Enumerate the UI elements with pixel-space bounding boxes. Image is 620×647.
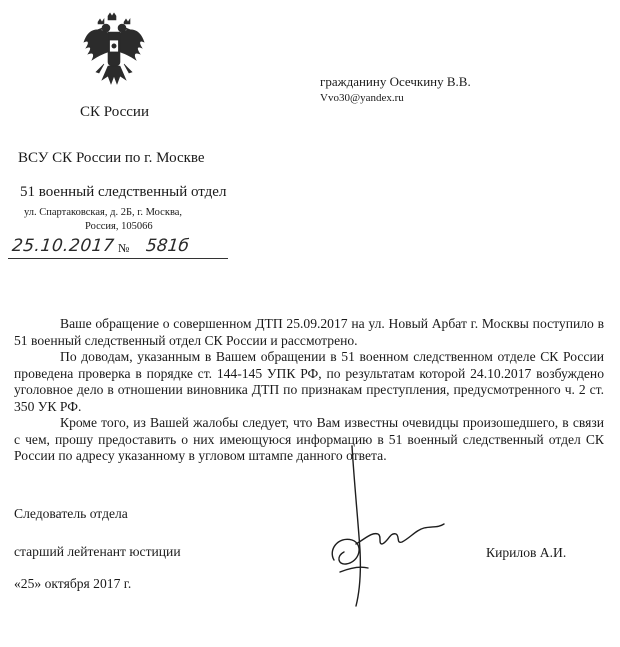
recipient-email: Vvo30@yandex.ru	[320, 92, 404, 104]
coat-of-arms-icon	[82, 12, 146, 90]
registration-number-label: №	[118, 241, 130, 255]
letter-body	[14, 316, 604, 465]
address-line-1: ул. Спартаковская, д. 2Б, г. Москва,	[24, 207, 183, 218]
registration-line	[8, 234, 228, 262]
registration-underline	[8, 258, 228, 259]
registration-number: 581б	[144, 236, 190, 256]
body-paragraph-2: По доводам, указанным в Вашем обращении в 51 военном следственном отделе СК России проведена проверка в порядке ст. 144-145 УПК РФ, по результатам которой 24.10.2017 возбуждено уголовное дело в отношении виновника ДТП по признакам преступления, предусмотренного ч. 2 ст. 350 УК РФ.	[14, 349, 604, 414]
registration-date: 25.10.2017	[10, 236, 116, 256]
handwritten-signature-icon	[320, 440, 460, 610]
recipient-name: гражданину Осечкину В.В.	[320, 74, 471, 89]
signer-rank: старший лейтенант юстиции	[14, 544, 181, 559]
body-paragraph-1: Ваше обращение о совершенном ДТП 25.09.2017 на ул. Новый Арбат г. Москвы поступило в 51 военный следственный отдел СК России и рассмотрено.	[14, 316, 604, 348]
address-line-2: Россия, 105066	[85, 221, 153, 232]
org-short-name: СК России	[80, 104, 149, 120]
signature-date: «25» октября 2017 г.	[14, 576, 132, 591]
org-branch: ВСУ СК России по г. Москве	[18, 150, 205, 166]
signer-position: Следователь отдела	[14, 506, 128, 521]
signer-name: Кирилов А.И.	[486, 545, 567, 560]
department-name: 51 военный следственный отдел	[20, 184, 227, 200]
body-paragraph-3: Кроме того, из Вашей жалобы следует, что Вам известны очевидцы произошедшего, в связи с чем, прошу предоставить о них имеющуюся информацию в 51 военный следственный отдел СК России по адресу указанному в угловом штампе данного ответа.	[14, 415, 604, 463]
